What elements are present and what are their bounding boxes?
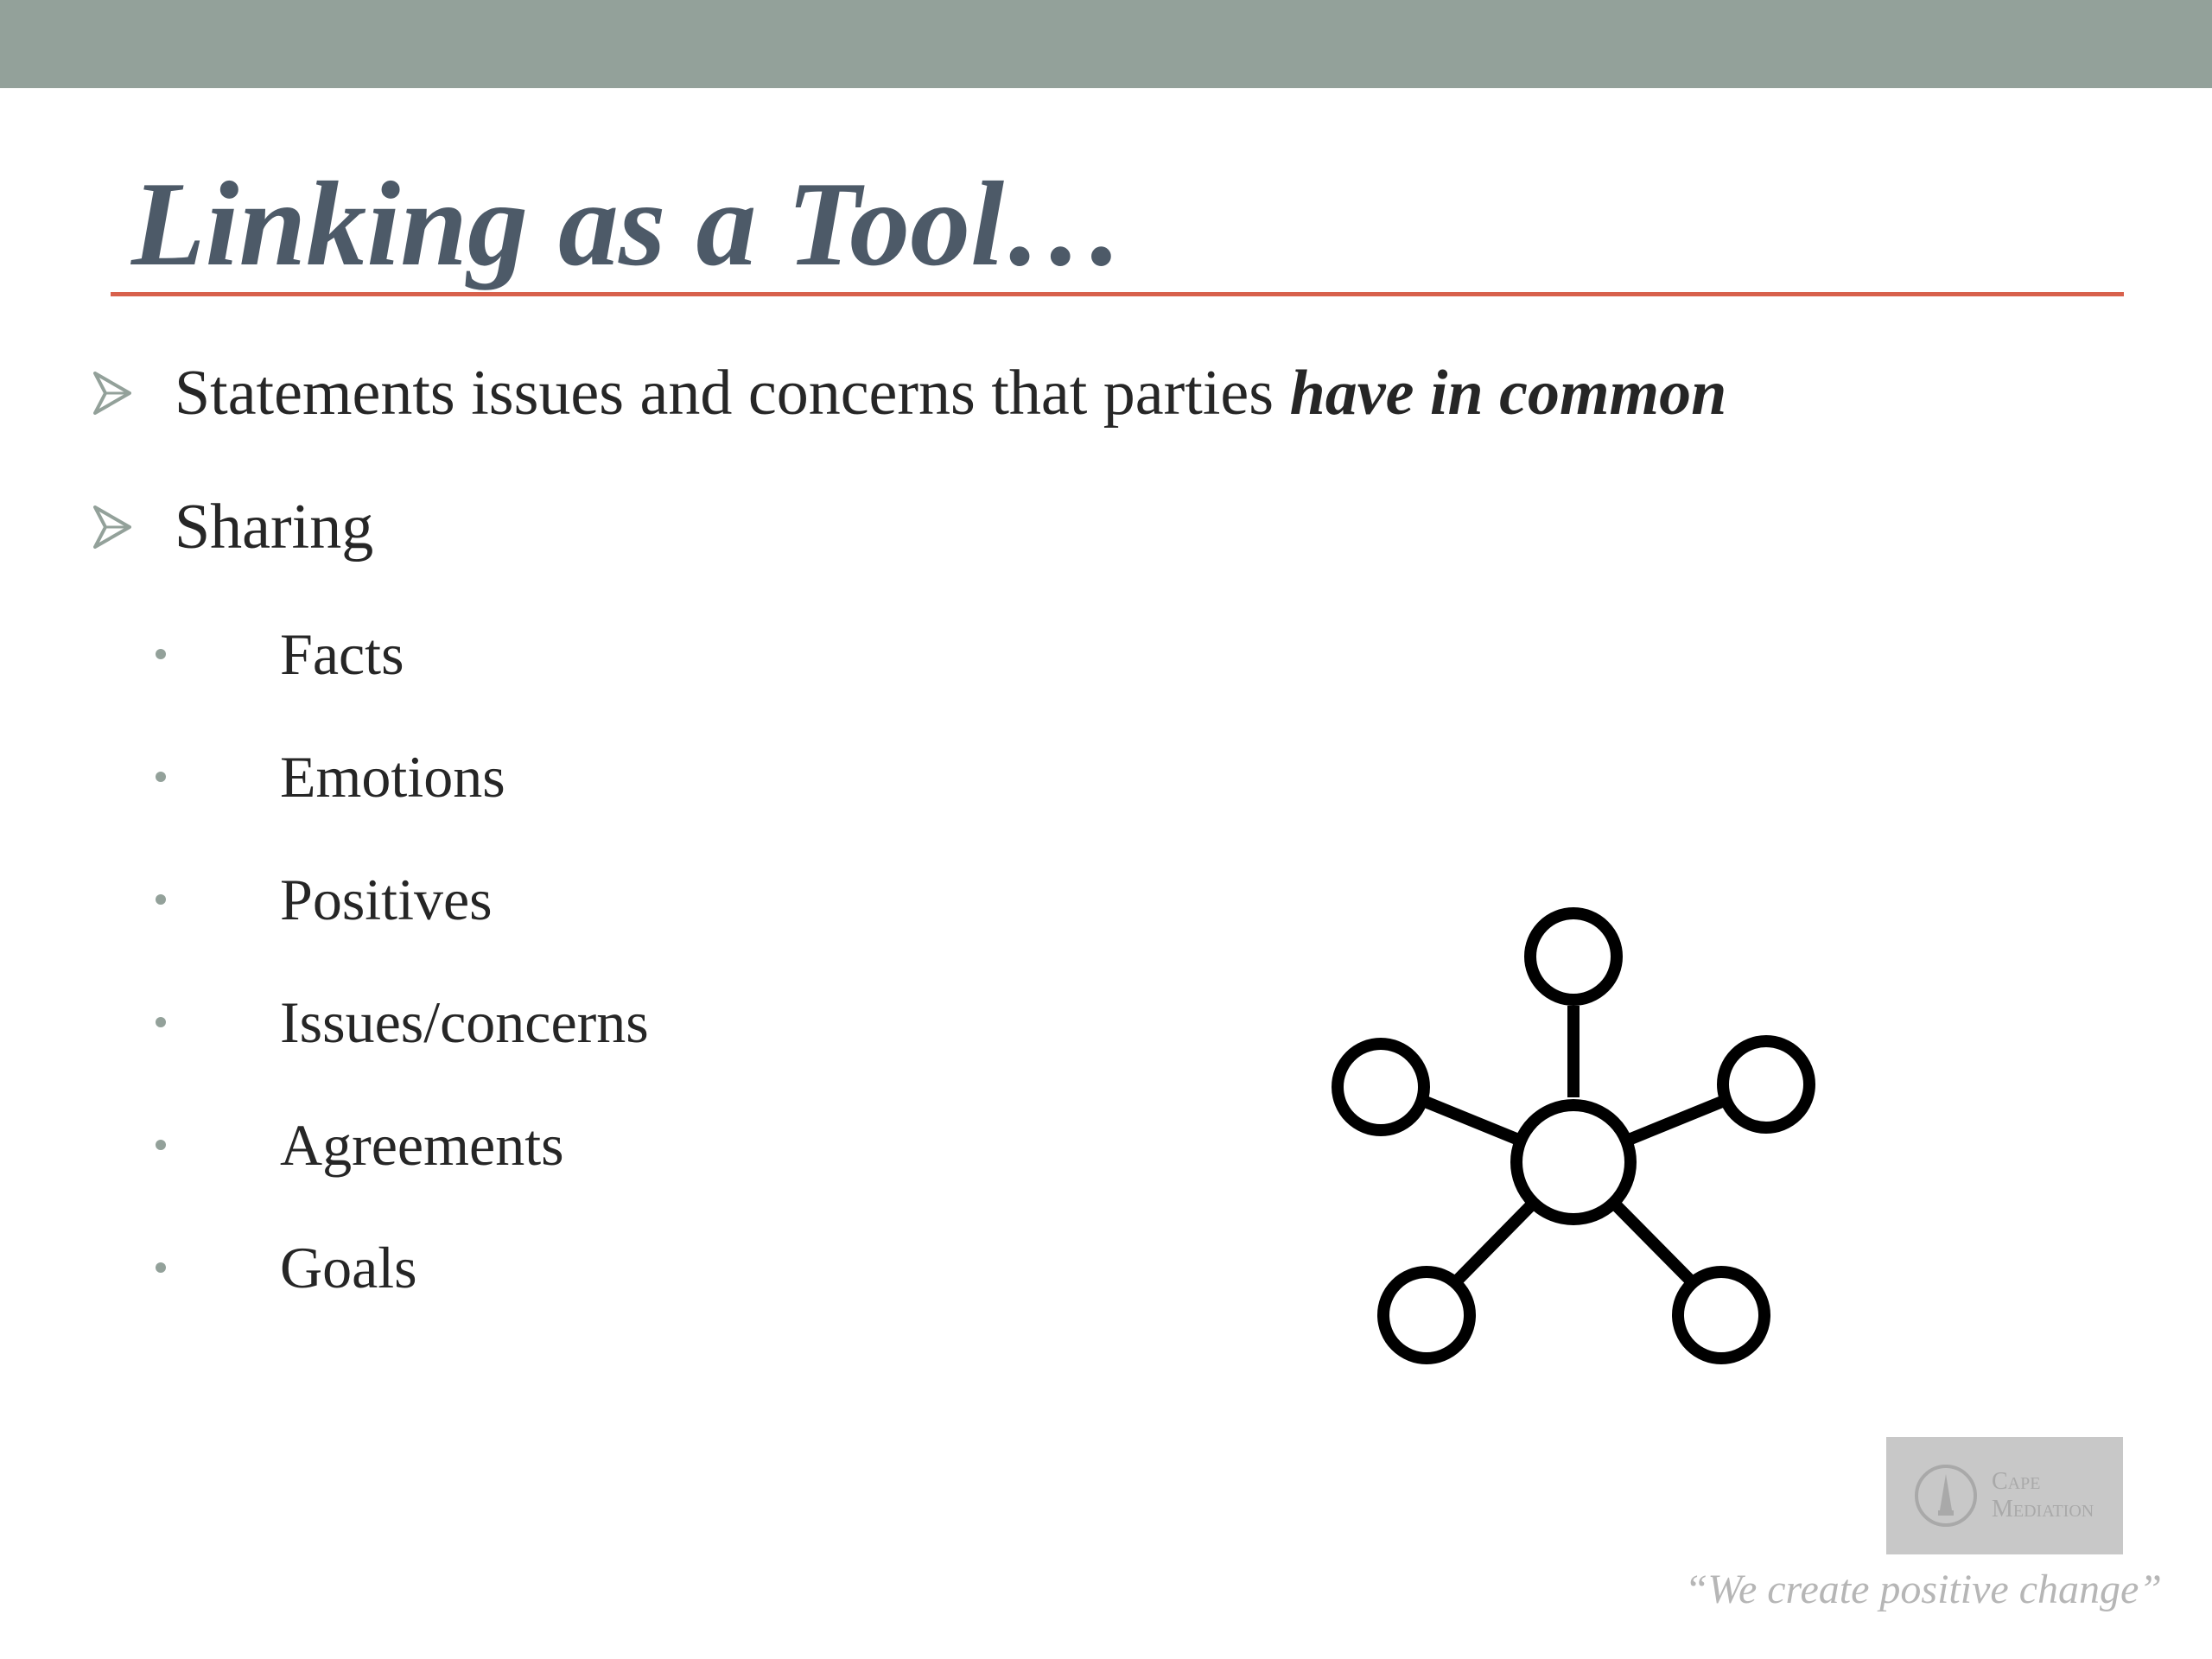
logo-line-2: Mediation [1992,1496,2094,1522]
arrow-bullet-icon [93,505,131,549]
company-logo [1886,1437,2123,1554]
sub-bullet-text: Goals [280,1235,417,1300]
bullet-emphasis: have in common [1289,358,1727,429]
dot-bullet-icon [156,1017,166,1027]
bullet-text-main: Statements issues and concerns that parties [175,358,1290,429]
bullet-text: Sharing [175,492,374,563]
sub-bullet-text: Agreements [280,1112,564,1178]
slide-title: Linking as a Tool… [131,157,1126,291]
top-band [0,0,2212,88]
sub-bullet-item [156,983,649,1061]
bullet-item [93,350,1726,436]
arrow-bullet-icon [93,372,131,415]
sub-bullet-text: Positives [280,867,493,932]
sub-bullet-item [156,1229,417,1306]
sub-bullet-item [156,861,493,938]
sub-bullet-item [156,615,404,693]
tagline: “We create positive change” [1684,1567,2162,1612]
dot-bullet-icon [156,894,166,905]
bullet-text [175,350,1726,436]
dot-bullet-icon [156,1140,166,1150]
dot-bullet-icon [156,1262,166,1273]
hub-network-icon [1322,899,1823,1382]
logo-line-1: Cape [1992,1468,2041,1495]
sub-bullet-text: Issues/concerns [280,989,649,1055]
lighthouse-logo-icon [1912,1462,1980,1529]
sub-bullet-text: Facts [280,621,404,687]
logo-text [1992,1468,2094,1523]
title-underline [111,292,2124,296]
dot-bullet-icon [156,772,166,782]
sub-bullet-item [156,1106,564,1184]
sub-bullet-item [156,738,505,816]
sub-bullet-text: Emotions [280,744,505,810]
dot-bullet-icon [156,649,166,659]
bullet-item [93,484,373,570]
